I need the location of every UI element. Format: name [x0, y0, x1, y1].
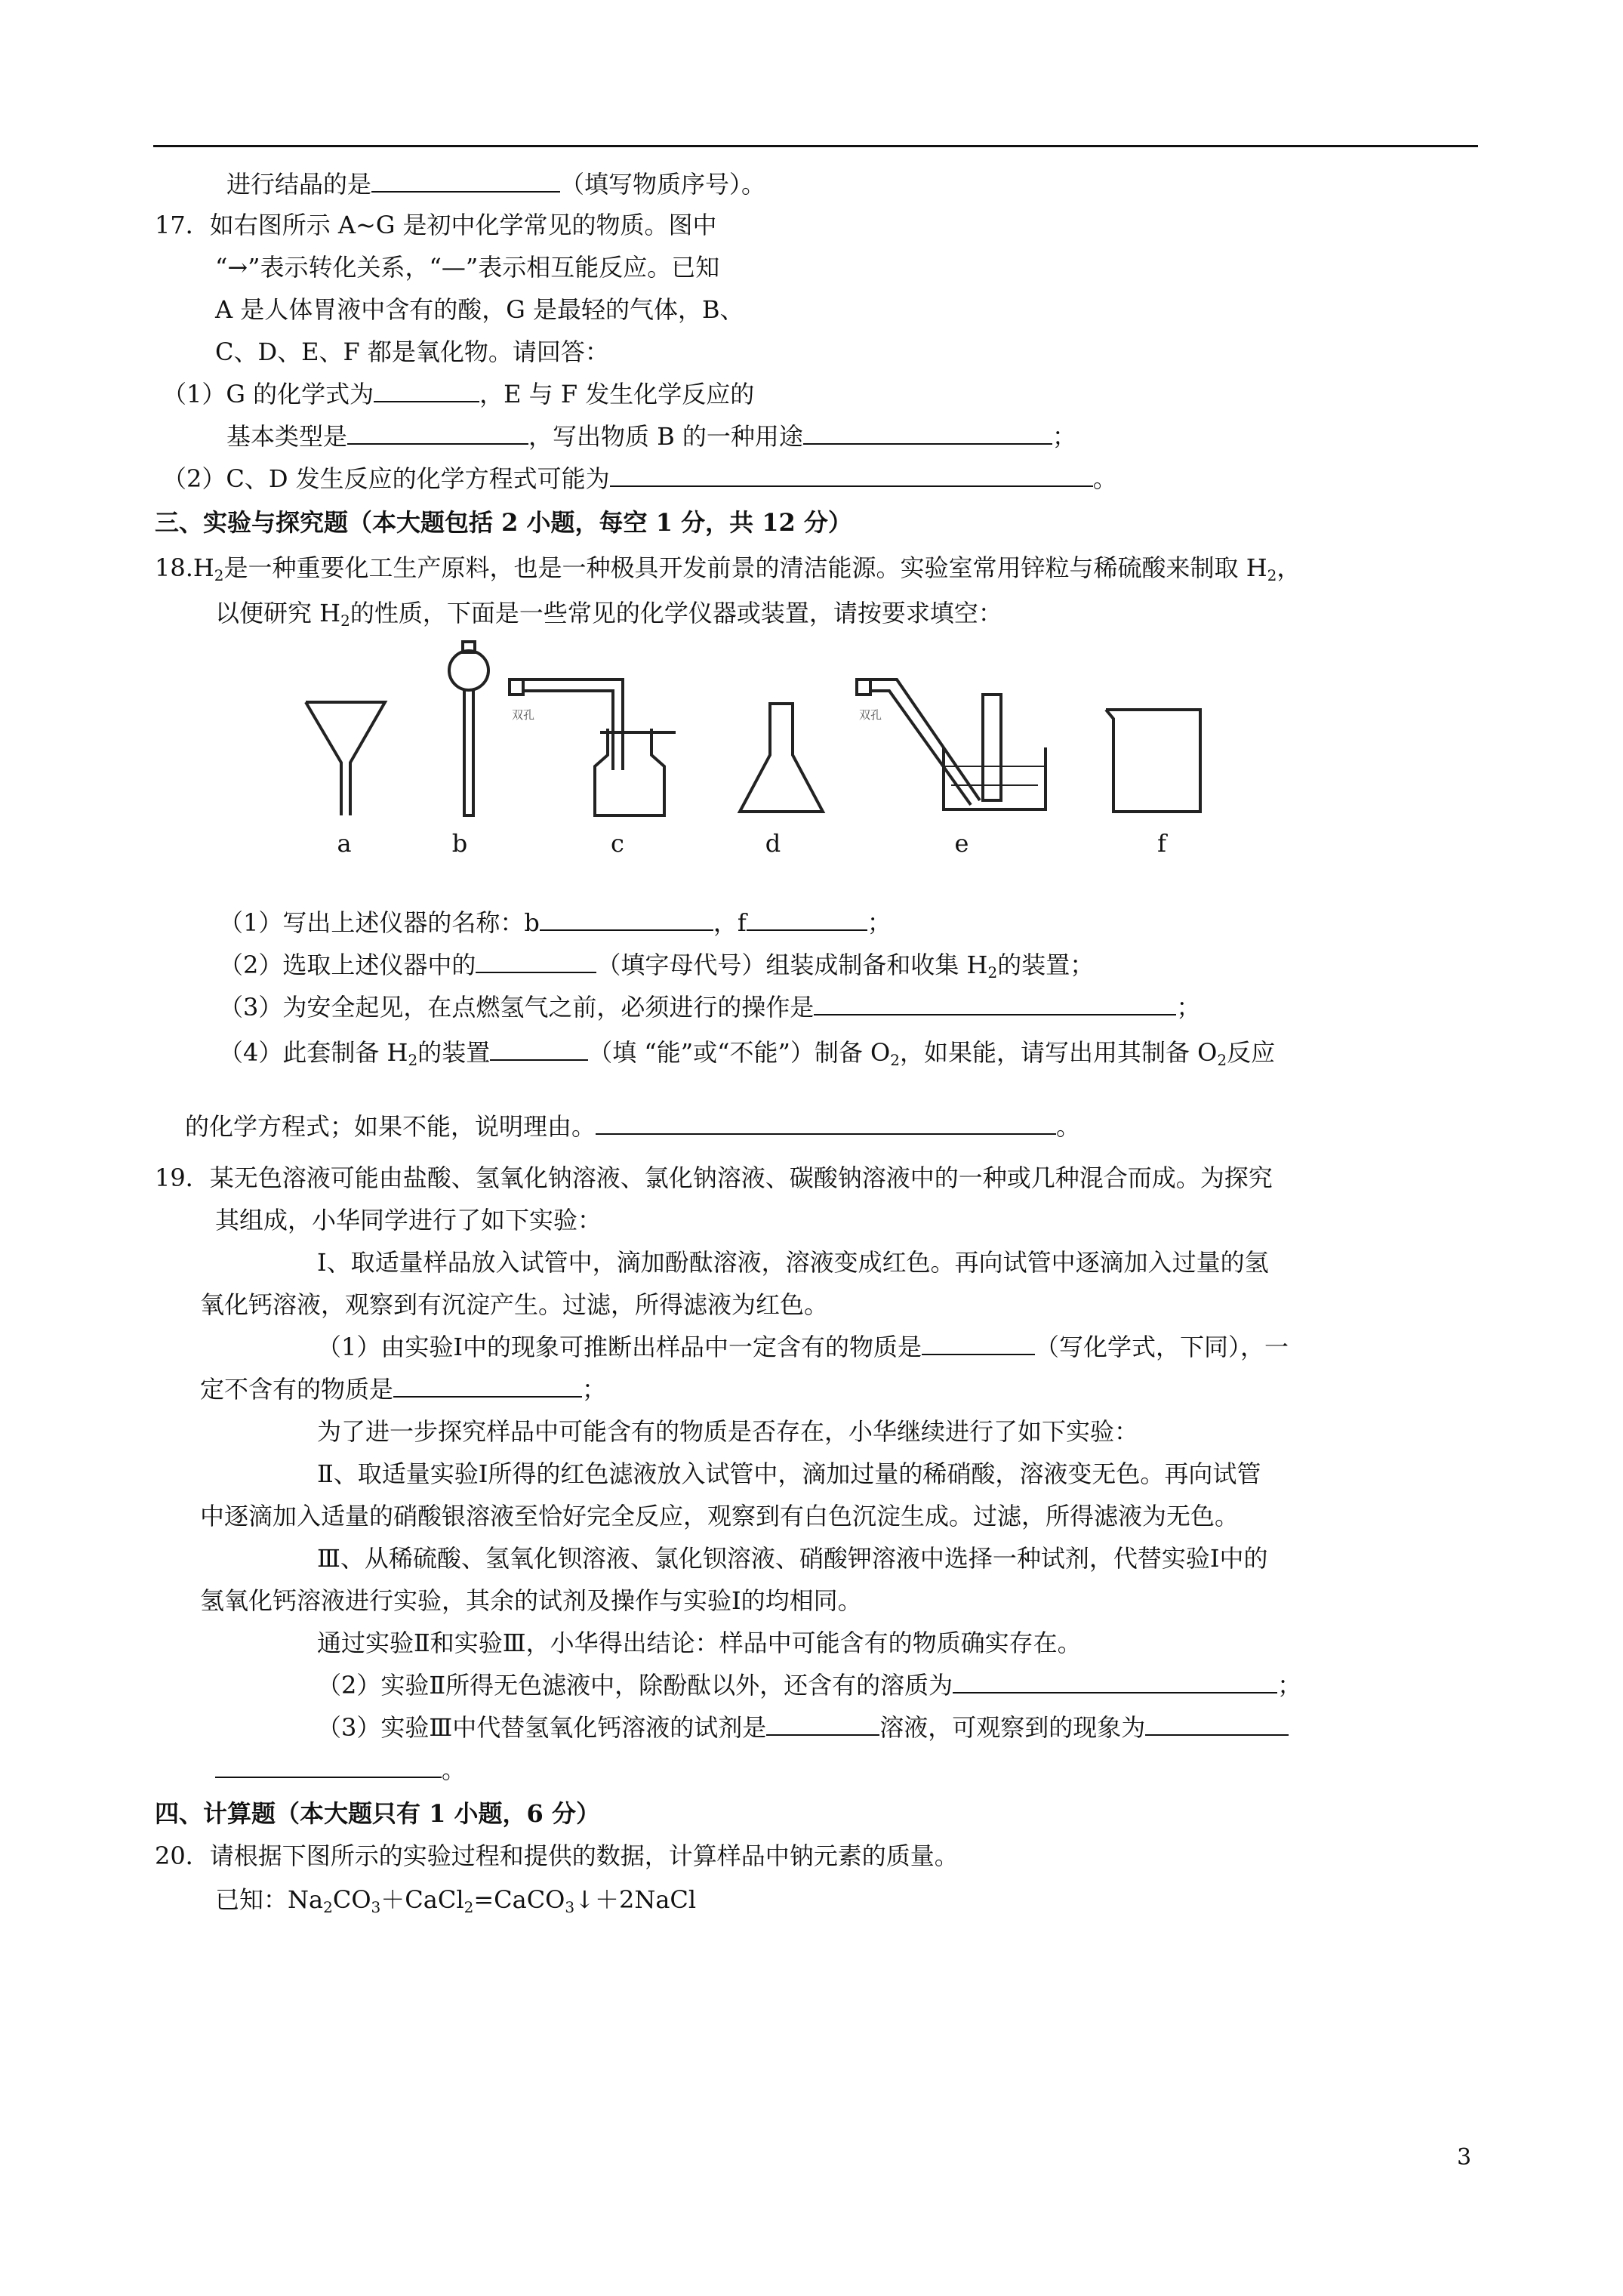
apparatus-label-f: f [1157, 829, 1166, 858]
answer-blank[interactable] [803, 421, 1052, 445]
apparatus-label-b: b [451, 829, 468, 858]
apparatus-label-c: c [611, 829, 624, 858]
answer-blank[interactable] [922, 1331, 1035, 1355]
q18-line-1: $18.H_2$是一种重要化工生产原料，也是一种极具开发前景的清洁能源。实验室常用锌粒与稀硫酸来制取 $H_2$， [155, 553, 1301, 584]
q17-line-4: C、D、E、F 都是氧化物。请回答： [215, 337, 609, 366]
q19-line-11: 氢氧化钙溶液进行实验，其余的试剂及操作与实验Ⅰ的均相同。 [200, 1586, 862, 1615]
answer-blank[interactable] [1145, 1712, 1289, 1736]
q19-line-7: 为了进一步探究样品中可能含有的物质是否存在，小华继续进行了如下实验： [317, 1417, 1139, 1446]
q17-line-5: （1）G 的化学式为 ，E 与 F 发生化学反应的 [162, 380, 755, 408]
answer-blank[interactable] [393, 1373, 582, 1398]
q19-line-1: 19．某无色溶液可能由盐酸、氢氧化钠溶液、氯化钠溶液、碳酸钠溶液中的一种或几种混合而成。为探究 [155, 1163, 1273, 1192]
section-3-heading: 三、实验与探究题（本大题包括 2 小题，每空 1 分，共 12 分） [155, 508, 852, 537]
q19-line-2: 其组成，小华同学进行了如下实验： [215, 1206, 602, 1234]
q19-line-8: Ⅱ、取适量实验Ⅰ所得的红色滤液放入试管中，滴加过量的稀硝酸，溶液变无色。再向试管 [317, 1459, 1261, 1488]
answer-blank[interactable] [540, 907, 713, 931]
answer-blank[interactable] [347, 421, 528, 445]
apparatus-label-a: a [337, 829, 352, 858]
answer-blank[interactable] [610, 463, 1093, 487]
answer-blank[interactable] [371, 168, 560, 193]
q20-line-1: 20．请根据下图所示的实验过程和提供的数据，计算样品中钠元素的质量。 [155, 1841, 959, 1870]
q19-line-13: （2）实验Ⅱ所得无色滤液中，除酚酞以外，还含有的溶质为 ； [317, 1671, 1302, 1700]
q18-part-4: （4）此套制备 $H_2$的装置 （填 “能”或“不能”）制备 $O_2$，如果能，请写出用其制备 $O_2$反应 [219, 1038, 1276, 1069]
q17-line-7: （2）C、D 发生反应的化学方程式可能为 。 [162, 464, 1117, 493]
funnel-drawing [306, 702, 385, 815]
q19-line-15: 。 [215, 1753, 466, 1786]
q19-line-5: （1）由实验Ⅰ中的现象可推断出样品中一定含有的物质是 （写化学式，下同），一 [317, 1333, 1289, 1361]
beaker-drawing [1106, 710, 1200, 812]
q17-line-2: “→”表示转化关系，“—”表示相互能反应。已知 [215, 253, 720, 282]
answer-blank[interactable] [476, 949, 596, 973]
separatory-funnel-drawing [449, 642, 488, 815]
q17-line-3: A 是人体胃液中含有的酸，G 是最轻的气体，B、 [215, 295, 744, 324]
answer-blank[interactable] [374, 378, 479, 402]
answer-blank[interactable] [215, 1754, 442, 1778]
apparatus-label-d: d [765, 829, 781, 858]
q18-part-2: （2）选取上述仪器中的 （填字母代号）组装成制备和收集 $H_2$的装置； [219, 951, 1095, 982]
q20-equation: 已知：$Na_2CO_3+CaCl_2=CaCO_3↓+2NaCl$ [215, 1885, 697, 1916]
svg-text:双孔: 双孔 [859, 708, 882, 722]
q19-line-12: 通过实验Ⅱ和实验Ⅲ，小华得出结论：样品中可能含有的物质确实存在。 [317, 1629, 1082, 1657]
gas-bottle-drawing [510, 680, 676, 815]
section-4-heading: 四、计算题（本大题只有 1 小题，6 分） [155, 1799, 600, 1828]
q18-part-1: （1）写出上述仪器的名称：b ，f ； [219, 908, 892, 937]
q18-part-3: （3）为安全起见，在点燃氢气之前，必须进行的操作是 ； [219, 993, 1201, 1022]
q16-line: 进行结晶的是 （填写物质序号）。 [226, 170, 766, 199]
page-number: 3 [1457, 2144, 1472, 2171]
answer-blank[interactable] [953, 1669, 1277, 1693]
answer-blank[interactable] [814, 991, 1176, 1015]
q18-line-2: 以便研究 $H_2$的性质，下面是一些常见的化学仪器或装置，请按要求填空： [215, 599, 1002, 630]
q19-line-4: 氧化钙溶液，观察到有沉淀产生。过滤，所得滤液为红色。 [200, 1290, 829, 1319]
q17-line-6: 基本类型是 ，写出物质 B 的一种用途 ； [226, 422, 1076, 451]
apparatus-figure [287, 634, 1268, 831]
answer-blank[interactable] [766, 1712, 879, 1736]
answer-blank[interactable] [490, 1037, 588, 1061]
q19-line-3: Ⅰ、取适量样品放入试管中，滴加酚酞溶液，溶液变成红色。再向试管中逐滴加入过量的氢 [317, 1248, 1269, 1277]
answer-blank[interactable] [747, 907, 867, 931]
q19-line-10: Ⅲ、从稀硫酸、氢氧化钡溶液、氯化钡溶液、硝酸钾溶液中选择一种试剂，代替实验Ⅰ中的 [317, 1544, 1268, 1573]
q19-line-9: 中逐滴加入适量的硝酸银溶液至恰好完全反应，观察到有白色沉淀生成。过滤，所得滤液为无色。 [200, 1502, 1240, 1530]
q17-line-1: 17．如右图所示 A~G 是初中化学常见的物质。图中 [155, 211, 717, 239]
answer-blank[interactable] [596, 1111, 1056, 1135]
header-rule [153, 145, 1478, 147]
water-trough-collection-drawing [857, 680, 1046, 809]
svg-text:双孔: 双孔 [512, 708, 535, 722]
q19-line-6: 定不含有的物质是 ； [200, 1375, 607, 1404]
conical-flask-drawing [740, 704, 823, 812]
apparatus-label-e: e [954, 829, 969, 858]
q18-part-4-cont: 的化学方程式；如果不能，说明理由。 。 [185, 1112, 1081, 1141]
q19-line-14: （3）实验Ⅲ中代替氢氧化钙溶液的试剂是 溶液，可观察到的现象为 [317, 1711, 1289, 1744]
